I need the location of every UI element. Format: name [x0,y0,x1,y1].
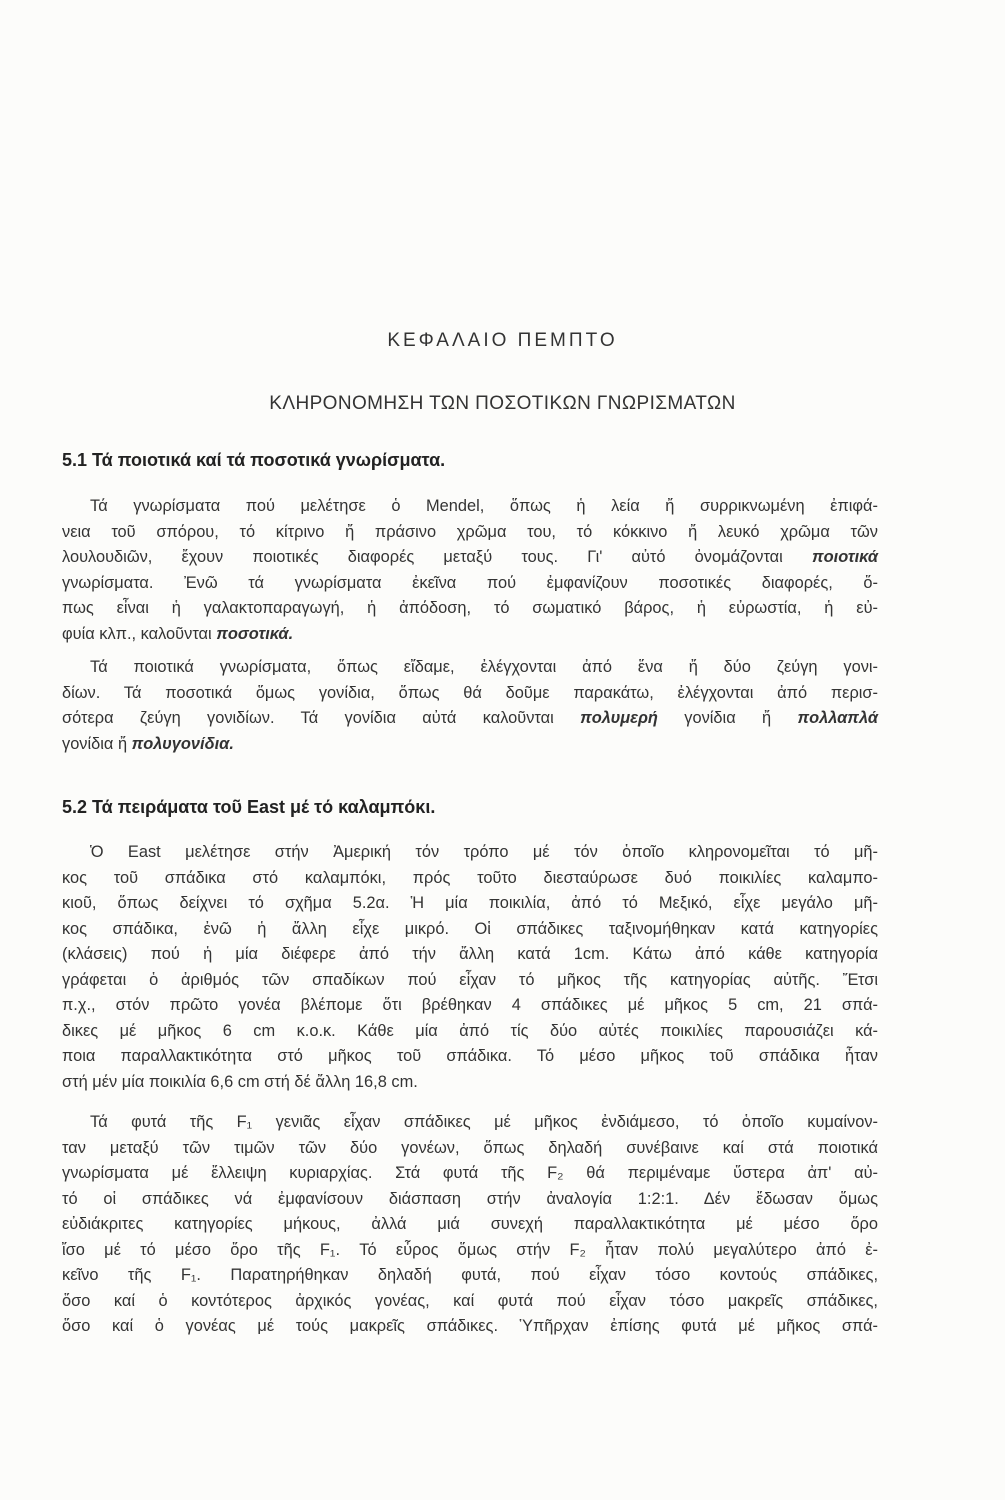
text-line: ταν μεταξύ τῶν τιμῶν τῶν δύο γονέων, ὅπως δηλαδή συνέβαινε καί στά ποιοτικά [62,1138,878,1157]
text-line: ἴσο μέ τό μέσο ὅρο τῆς F₁. Τό εὖρος ὅμως στήν F₂ ἦταν πολύ μεγαλύτερο ἀπό ἐ- [62,1240,878,1259]
text-line: κος σπάδικα, ἐνῶ ἡ ἄλλη εἶχε μικρό. Οἱ σπάδικες ταξινομήθηκαν κατά κατηγορίες [62,919,878,938]
emphasis-term: πολυμερή [580,709,658,727]
text-line: π.χ., στόν πρῶτο γονέα βλέπομε ὅτι βρέθηκαν 4 σπάδικες μέ μῆκος 5 cm, 21 σπά- [62,996,878,1014]
text-fragment: σότερα ζεύγη γονιδίων. Τά γονίδια αὐτά καλοῦνται [62,709,581,727]
text-line: Τά φυτά τῆς F₁ γενιᾶς εἶχαν σπάδικες μέ μῆκος ἐνδιάμεσο, τό ὁποῖο κυμαίνον- [90,1113,878,1131]
text-line: ὅσο καί ὁ γονέας μέ τούς μακρεῖς σπάδικες. Ὑπῆρχαν ἐπίσης φυτά μέ μῆκος σπά- [62,1317,878,1335]
text-line: Ὁ East μελέτησε στήν Ἀμερική τόν τρόπο μέ τόν ὁποῖο κληρονομεῖται τό μῆ- [90,843,878,861]
text-line: στή μέν μία ποικιλία 6,6 cm στή δέ ἄλλη 16,8 cm. [62,1072,418,1091]
text-fragment: γονίδια ἤ [62,734,132,753]
text-line [62,732,878,758]
section-heading-5-2: 5.2 Τά πειράματα τοῦ East μέ τό καλαμπόκι. [62,797,436,817]
text-line [62,545,878,571]
text-line [62,622,878,648]
paragraph [62,840,878,1095]
text-line: (κλάσεις) πού ἡ μία διέφερε ἀπό τήν ἄλλη κατά 1cm. Κάτω ἀπό κάθε κατηγορία [62,945,878,963]
text-fragment: γονίδια ἤ [657,709,798,727]
text-line: γνωρίσματα. Ἐνῶ τά γνωρίσματα ἐκεῖνα πού ἐμφανίζουν ποσοτικές διαφορές, ὅ- [62,573,878,592]
text-line: κος τοῦ σπάδικα στό καλαμπόκι, πρός τοῦτο διεσταύρωσε δυό ποικιλίες καλαμπο- [62,868,878,887]
text-line: δίων. Τά ποσοτικά ὅμως γονίδια, ὅπως θά δοῦμε παρακάτω, ἐλέγχονται ἀπό περισ- [62,683,878,702]
text-line: ποια παραλλακτικότητα στό μῆκος τοῦ σπάδικα. Τό μέσο μῆκος τοῦ σπάδικα ἦταν [62,1047,878,1065]
text-line: πως εἶναι ἡ γαλακτοπαραγωγή, ἡ ἀπόδοση, τό σωματικό βάρος, ἡ εὐρωστία, ἡ εὐ- [62,599,878,617]
paragraph [62,1110,878,1340]
text-line: κιοῦ, ὅπως δείχνει τό σχῆμα 5.2α. Ἡ μία ποικιλία, ἀπό τό Μεξικό, εἶχε μεγάλο μῆ- [62,894,878,912]
chapter-label: ΚΕΦΑΛΑΙΟ ΠΕΜΠΤΟ [387,330,618,351]
text-line [62,706,878,732]
text-line: κεῖνο τῆς F₁. Παρατηρήθηκαν δηλαδή φυτά, πού εἶχαν τόσο κοντούς σπάδικες, [62,1266,878,1284]
text-line: γράφεται ὁ ἀριθμός τῶν σπαδίκων πού εἶχαν τό μῆκος τῆς κατηγορίας αὐτῆς. Ἔτσι [62,970,878,989]
text-fragment: φυία κλπ., καλοῦνται [62,624,217,643]
emphasis-term: ποσοτικά. [216,624,294,643]
text-line: τό οἱ σπάδικες νά ἐμφανίσουν διάσπαση στήν ἀναλογία 1:2:1. Δέν ἔδωσαν ὅμως [62,1189,878,1208]
text-line: γνωρίσματα μέ ἔλλειψη κυριαρχίας. Στά φυτά τῆς F₂ θά περιμέναμε ὕστερα ἀπ' αὐ- [62,1164,878,1182]
text-line: ὅσο καί ὁ κοντότερος ἀρχικός γονέας, καί φυτά πού εἶχαν τόσο μακρεῖς σπάδικες, [62,1291,878,1310]
emphasis-term: πολλαπλά [797,709,878,727]
paragraph [62,494,878,647]
text-line: Τά γνωρίσματα πού μελέτησε ὁ Mendel, ὅπως ἡ λεία ἤ συρρικνωμένη ἐπιφά- [90,497,878,515]
emphasis-term: ποιοτικά [811,548,878,566]
text-line: Τά ποιοτικά γνωρίσματα, ὅπως εἴδαμε, ἐλέγχονται ἀπό ἕνα ἤ δύο ζεύγη γονι- [90,658,878,676]
text-line: νεια τοῦ σπόρου, τό κίτρινο ἤ πράσινο χρῶμα του, τό κόκκινο ἤ λευκό χρῶμα τῶν [62,522,878,541]
text-line: εὐδιάκριτες κατηγορίες μήκους, ἀλλά μιά συνεχή παραλλακτικότητα μέ μέσο ὅρο [62,1215,878,1233]
text-line: δικες μέ μῆκος 6 cm κ.ο.κ. Κάθε μία ἀπό τίς δύο αὐτές ποικιλίες παρουσιάζει κά- [62,1021,878,1040]
text-fragment: λουλουδιῶν, ἔχουν ποιοτικές διαφορές μεταξύ τους. Γι' αὐτό ὀνομάζονται [62,548,812,566]
section-heading-5-1: 5.1 Τά ποιοτικά καί τά ποσοτικά γνωρίσματα. [62,450,446,470]
emphasis-term: πολυγονίδια. [131,734,234,753]
chapter-title: ΚΛΗΡΟΝΟΜΗΣΗ ΤΩΝ ΠΟΣΟΤΙΚΩΝ ΓΝΩΡΙΣΜΑΤΩΝ [269,393,736,414]
paragraph [62,655,878,757]
